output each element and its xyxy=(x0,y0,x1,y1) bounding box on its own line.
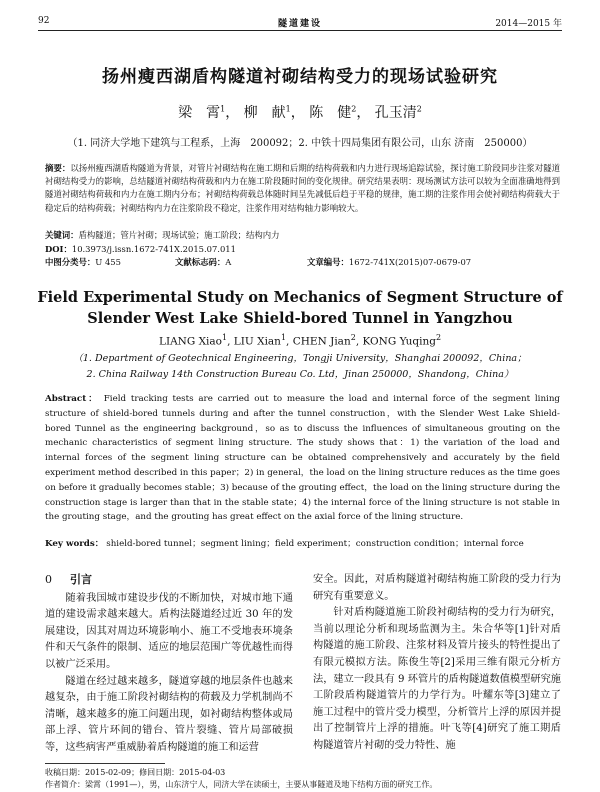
section-number: 0 xyxy=(45,573,52,586)
author-sup: 2 xyxy=(435,333,442,342)
document-code xyxy=(175,256,231,268)
body-paragraph: 隧道在经过越来越多，隧道穿越的地层条件也越来越复杂，由于施工阶段衬砌结构的荷载及力学机制尚不清晰，越来越多的施工问题出现，如衬砌结构整体或局部上浮、管片环间的错台、管片裂缝、管片局部破损等，这些病害严重威胁着盾构隧道的施工和运营 xyxy=(45,675,293,753)
classification-line xyxy=(45,256,560,268)
author-name: LIANG Xiao xyxy=(158,335,222,348)
clc-label: 中图分类号： xyxy=(45,257,96,267)
author-sup: 1 xyxy=(285,104,291,114)
doc-code-value: A xyxy=(225,257,232,267)
english-title-line: Slender West Lake Shield-bored Tunnel in Yangzhou xyxy=(87,310,513,327)
abstract-text: 以扬州瘦西湖盾构隧道为背景，对管片衬砌结构在施工期和后期的结构荷载和内力进行现场追踪试验，探讨施工阶段同步注浆对隧道衬砌结构受力的影响，总结隧道衬砌结构荷载和内力在施工阶段随时间的变化规律。研究结果表明：现场测试方法可以较为全面准确地得到隧道衬砌结构荷载和内力在施工期内分布；衬砌结构荷载总体随时间呈先减低后趋于平稳的规律，施工期的注浆作用会使衬砌结构荷载大于稳定后的结构荷载；衬砌结构内力在注浆阶段不稳定，注浆作用对结构轴力影响较大。 xyxy=(45,163,561,213)
keywords-label: 关键词： xyxy=(45,230,79,240)
author-name: 孔玉清 xyxy=(374,105,417,121)
chinese-keywords xyxy=(45,229,560,241)
doi xyxy=(45,243,560,255)
english-abstract xyxy=(45,392,560,525)
doi-value: 10.3973/j.issn.1672-741X.2015.07.011 xyxy=(71,244,236,254)
author-name: 梁 霄 xyxy=(178,105,221,121)
body-right-column xyxy=(313,572,561,755)
article-number xyxy=(307,256,471,268)
journal-name: 隧道建设 xyxy=(277,19,322,29)
chinese-authors: 梁 霄$^1$， 柳 献$^1$， 陈 健$^2$， 孔玉清$^2$ xyxy=(178,104,422,121)
section-title: 引言 xyxy=(70,573,92,586)
doi-label: DOI： xyxy=(45,244,72,254)
author-sup: 2 xyxy=(350,333,356,342)
author-name: LIU Xian xyxy=(233,335,281,348)
author-name: 陈 健 xyxy=(309,105,352,121)
chinese-abstract xyxy=(45,162,560,215)
doc-code-label: 文献标志码： xyxy=(175,257,226,267)
chinese-affiliation: （1. 同济大学地下建筑与工程系，上海 200092；2. 中铁十四局集团有限公司，山东 济南 250000） xyxy=(67,138,533,149)
running-header xyxy=(38,16,562,30)
clc-value: U 455 xyxy=(95,257,121,267)
keywords-text: shield-bored tunnel；segment lining；field experiment；construction condition；internal force xyxy=(106,539,524,549)
english-title xyxy=(0,287,600,329)
body-paragraph: 安全。因此，对盾构隧道衬砌结构施工阶段的受力行为研究有重要意义。 xyxy=(313,574,561,602)
body-paragraph: 随着我国城市建设步伐的不断加快，对城市地下通道的建设需求越来越大。盾构法隧道经过近 30 年的发展建设，因其对周边环境影响小、施工不受地表环境条件和天气条件的限制、适应的地层范围广等优越性而得以被广泛采用。 xyxy=(45,592,293,670)
english-authors: LIANG Xiao$^1$, LIU Xian$^1$, CHEN Jian$^2$, KONG Yuqing$^2$ xyxy=(158,333,442,348)
abstract-text: Field tracking tests are carried out to measure the load and internal force of the segment lining structure of shield-bored tunnels during and after the tunnel construction，with the Slender West Lake Shield-bored Tunnel as the engineering background，so as to discuss the influences of simultaneous grouting on the mechanic characteristics of segment lining structure. The study shows that：1) the variation of the load and internal forces of the segment lining structure can be obtained comprehensively and accurately by the field experiment method described in this paper；2) in general，the load on the lining structure reduces as the time goes on before it gradually becomes stable；3) because of the grouting effect，the load on the lining structure during the construction stage is larger than that in the stable state；4) the internal force of the lining structure is not stable in the grouting stage，and the grouting has great effect on the axial force of the lining structure. xyxy=(45,394,560,523)
author-sup: 1 xyxy=(220,104,226,114)
keywords-label: Key words： xyxy=(45,539,104,549)
english-title-line: Field Experimental Study on Mechanics of Segment Structure of xyxy=(37,289,563,306)
author-sup: 1 xyxy=(222,333,228,342)
affiliation-line: （1. Department of Geotechnical Engineering，Tongji University，Shanghai 200092，China； xyxy=(73,353,527,364)
abstract-label: 摘要： xyxy=(45,163,71,173)
english-affiliation xyxy=(0,351,600,383)
author-sup: 2 xyxy=(416,104,422,114)
footnote-rule xyxy=(45,763,165,764)
keywords-text: 盾构隧道；管片衬砌；现场试验；施工阶段；结构内力 xyxy=(78,230,280,240)
author-name: CHEN Jian xyxy=(292,335,351,348)
author-bio: 作者简介：梁霄（1991—），男，山东济宁人，同济大学在读硕士，主要从事隧道及地下结构方面的研究工作。 xyxy=(45,780,438,789)
article-no-label: 文章编号： xyxy=(307,257,349,267)
author-name: 柳 献 xyxy=(243,105,286,121)
received-date: 收稿日期：2015-02-09；修回日期：2015-04-03 xyxy=(45,768,226,777)
section-heading xyxy=(45,572,293,589)
clc-number xyxy=(45,256,121,268)
affiliation-line: 2. China Railway 14th Construction Bureau Co. Ltd，Jinan 250000，Shandong，China） xyxy=(86,369,514,380)
journal-year: 2014—2015 年 xyxy=(495,19,562,29)
header-rule xyxy=(38,30,562,31)
english-keywords xyxy=(45,537,560,549)
article-no-value: 1672-741X(2015)07-0679-07 xyxy=(348,257,472,267)
abstract-label: Abstract： xyxy=(45,394,99,404)
chinese-title: 扬州瘦西湖盾构隧道衬砌结构受力的现场试验研究 xyxy=(102,67,498,87)
page-number: 92 xyxy=(38,16,50,26)
body-left-column xyxy=(45,572,293,757)
author-sup: 1 xyxy=(280,333,287,342)
body-paragraph: 针对盾构隧道施工阶段衬砌结构的受力行为研究，当前以理论分析和现场监测为主。朱合华等[1]针对盾构隧道的施工阶段、注浆材料及管片接头的特性提出了有限元模拟方法。陈俊生等[2]采用三维有限元分析方法，建立一段具有 9 环管片的盾构隧道数值模型研究施工阶段盾构隧道管片的力学行为。叶耀东等[3]建立了施工过程中的管片受力模型，分析管片上浮的原因并提出了控制管片上浮的措施。叶飞等[4]研究了施工期盾构隧道管片衬砌的受力特性、施 xyxy=(313,607,561,751)
author-name: KONG Yuqing xyxy=(362,335,436,348)
author-sup: 2 xyxy=(351,104,357,114)
